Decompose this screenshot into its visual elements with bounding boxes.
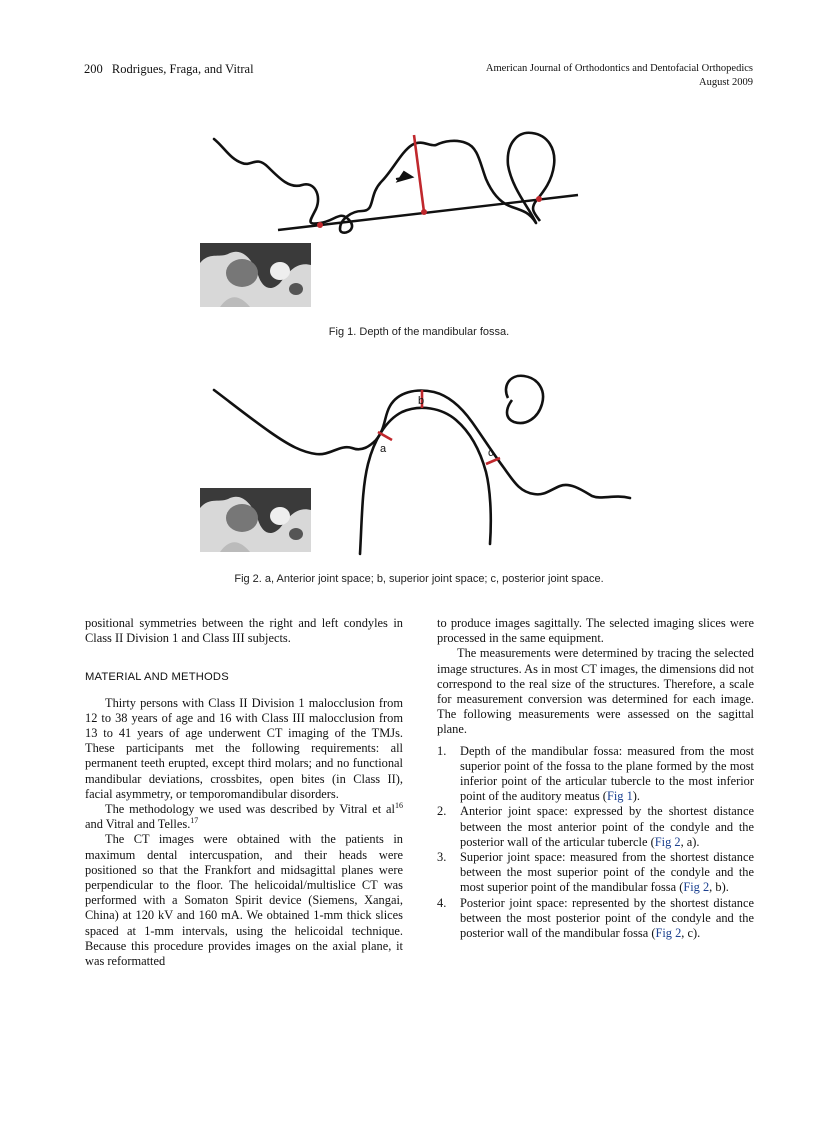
methods-paragraph-3: The CT images were obtained with the patients in maximum dental intercuspation, and their heads were positioned so that the Frankfort and midsagittal planes were perpendicular to the floor. The helicoidal/multislice CT was performed with a Somaton Spirit device (Siemens, Xangai, China) at 120 kV and 160 mA. We obtained 1-mm thick slices spaced at 1-mm intervals, using the helicoidal technique. Because this procedure provides images on the axial plane, it was reformatted: [85, 832, 403, 969]
fig2-link[interactable]: Fig 2: [683, 880, 710, 895]
figure-1-caption: [0, 326, 838, 338]
section-heading: MATERIAL AND METHODS: [85, 671, 229, 684]
right-paragraph-1: to produce images sagittally. The selected imaging slices were processed in the same equipment.: [437, 616, 754, 646]
ct-thumbnail: [200, 488, 311, 552]
methods-paragraph-1: Thirty persons with Class II Division 1 malocclusion from 12 to 38 years of age and 16 with Class III malocclusion from 13 to 41 years of age underwent CT imaging of the TMJs. These participants met the following requirements: all permanent teeth erupted, except third molars; and no functional mandibular deviations, crossbites, open bites (in Class II), facial asymmetry, or temporomandibular disorders.: [85, 695, 403, 801]
para2-text-mid: and Vitral and Telles.: [85, 817, 191, 832]
ct-thumbnail: [200, 243, 311, 307]
intro-paragraph: positional symmetries between the right and left condyles in Class II Division 1 and Class III subjects.: [85, 616, 403, 646]
citation-16[interactable]: 16: [395, 800, 403, 810]
figure-2-label: Fig 2.: [234, 573, 262, 585]
fig2-link[interactable]: Fig 2: [655, 926, 682, 941]
figure-1-label: Fig 1.: [328, 326, 357, 338]
right-column: [437, 616, 754, 941]
marker-c: c: [488, 447, 494, 459]
page-number: 200: [84, 62, 103, 76]
marker-b: b: [418, 395, 425, 407]
fossa-point: [421, 209, 427, 215]
figure-1: [190, 125, 650, 330]
marker-a: a: [380, 443, 387, 455]
running-authors: Rodrigues, Fraga, and Vitral: [111, 62, 254, 76]
fig2-link[interactable]: Fig 2: [654, 834, 681, 849]
figure-2: [190, 368, 650, 568]
para2-text: The methodology we used was described by Vitral et al: [105, 802, 395, 817]
methods-paragraph-2: [85, 802, 403, 832]
issue-date: August 2009: [699, 77, 753, 88]
depth-measure-line: [414, 135, 424, 212]
figure-2-caption: [0, 573, 838, 585]
measurement-item: 1. Depth of the mandibular fossa: measured from the most superior point of the fossa to the plane formed by the most inferior point of the articular tubercle to the most inferior point of the auditory meatus (Fig 1).: [437, 743, 754, 804]
figure-2-caption-text: a, Anterior joint space; b, superior joint space; c, posterior joint space.: [264, 573, 604, 585]
measurement-item: 4. Posterior joint space: represented by the shortest distance between the most posterior point of the condyle and the posterior wall of the mandibular fossa (Fig 2, c).: [437, 895, 754, 941]
fig1-link[interactable]: Fig 1: [606, 789, 633, 804]
figure-1-caption-text: Depth of the mandibular fossa.: [359, 326, 510, 338]
running-header-left: [84, 62, 254, 77]
measurement-list: [437, 744, 754, 942]
meatus-loop: [506, 376, 543, 423]
condyle-outline: [360, 408, 491, 554]
measurement-item: 3. Superior joint space: measured from the shortest distance between the most superior point of the condyle and the most superior point of the mandibular fossa (Fig 2, b).: [437, 850, 754, 895]
meatus-point: [536, 196, 542, 202]
running-header-right: [486, 62, 753, 90]
right-paragraph-2: The measurements were determined by tracing the selected image structures. As in most CT images, the dimensions did not correspond to the real size of the structures. Therefore, a scale for measurement conversion was determined for each image. The following measurements were assessed on the sagittal plane.: [437, 646, 754, 737]
citation-17[interactable]: 17: [190, 816, 199, 826]
tubercle-point: [317, 222, 323, 228]
direction-arrow-icon: [396, 172, 412, 181]
journal-name: American Journal of Orthodontics and Dentofacial Orthopedics: [485, 63, 753, 74]
meatus-loop: [508, 133, 555, 223]
left-column: [85, 616, 403, 969]
measurement-item: 2. Anterior joint space: expressed by the shortest distance between the most anterior point of the condyle and the posterior wall of the articular tubercle (Fig 2, a).: [437, 804, 754, 849]
